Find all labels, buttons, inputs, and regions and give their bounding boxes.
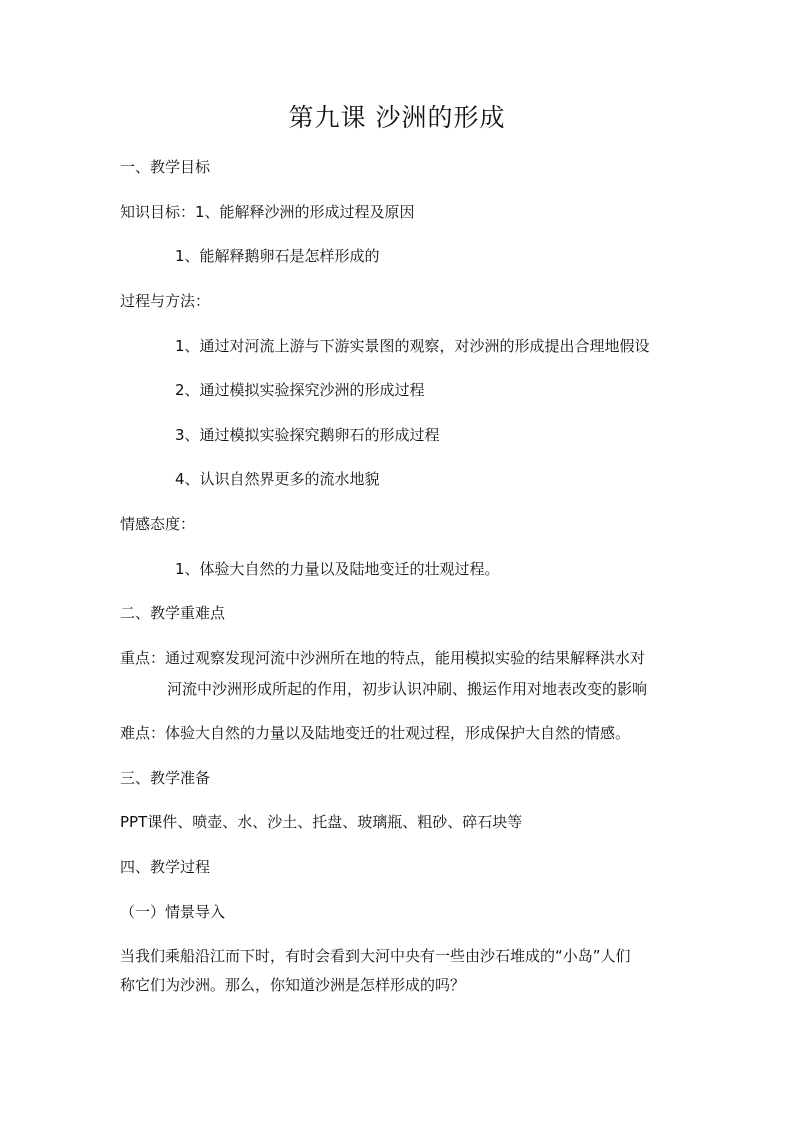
focus-line-1: 重点：通过观察发现河流中沙洲所在地的特点，能用模拟实验的结果解释洪水对 — [120, 649, 646, 667]
process-item-3: 3、通过模拟实验探究鹅卵石的形成过程 — [175, 426, 440, 444]
knowledge-goal-item: 1、能解释鹅卵石是怎样形成的 — [175, 247, 380, 265]
preparation-materials: PPT课件、喷壶、水、沙土、托盘、玻璃瓶、粗砂、碎石块等 — [120, 813, 523, 831]
focus-line-2: 河流中沙洲形成所起的作用，初步认识冲刷、搬运作用对地表改变的影响 — [167, 680, 648, 698]
process-item-1: 1、通过对河流上游与下游实景图的观察，对沙洲的形成提出合理地假设 — [175, 337, 650, 355]
process-item-2: 2、通过模拟实验探究沙洲的形成过程 — [175, 381, 425, 399]
process-item-4: 4、认识自然界更多的流水地貌 — [175, 470, 380, 488]
page-title: 第九课 沙洲的形成 — [288, 103, 506, 132]
emotion-attitude-label: 情感态度： — [120, 515, 196, 533]
emotion-item-1: 1、体验大自然的力量以及陆地变迁的壮观过程。 — [175, 560, 500, 578]
difficulty-line: 难点：体验大自然的力量以及陆地变迁的壮观过程，形成保护大自然的情感。 — [120, 724, 631, 742]
section-heading-preparation: 三、教学准备 — [120, 769, 211, 787]
procedure-paragraph-line-1: 当我们乘船沿江而下时，有时会看到大河中央有一些由沙石堆成的“小岛”人们 — [120, 947, 631, 965]
section-heading-goals: 一、教学目标 — [120, 158, 211, 176]
section-heading-key-points: 二、教学重难点 — [120, 604, 226, 622]
process-method-label: 过程与方法： — [120, 292, 211, 310]
procedure-subheading-1: （一）情景导入 — [120, 903, 226, 921]
section-heading-procedure: 四、教学过程 — [120, 858, 211, 876]
knowledge-goal-line: 知识目标：1、能解释沙洲的形成过程及原因 — [120, 203, 415, 221]
procedure-paragraph-line-2: 称它们为沙洲。那么，你知道沙洲是怎样形成的吗？ — [120, 976, 466, 994]
